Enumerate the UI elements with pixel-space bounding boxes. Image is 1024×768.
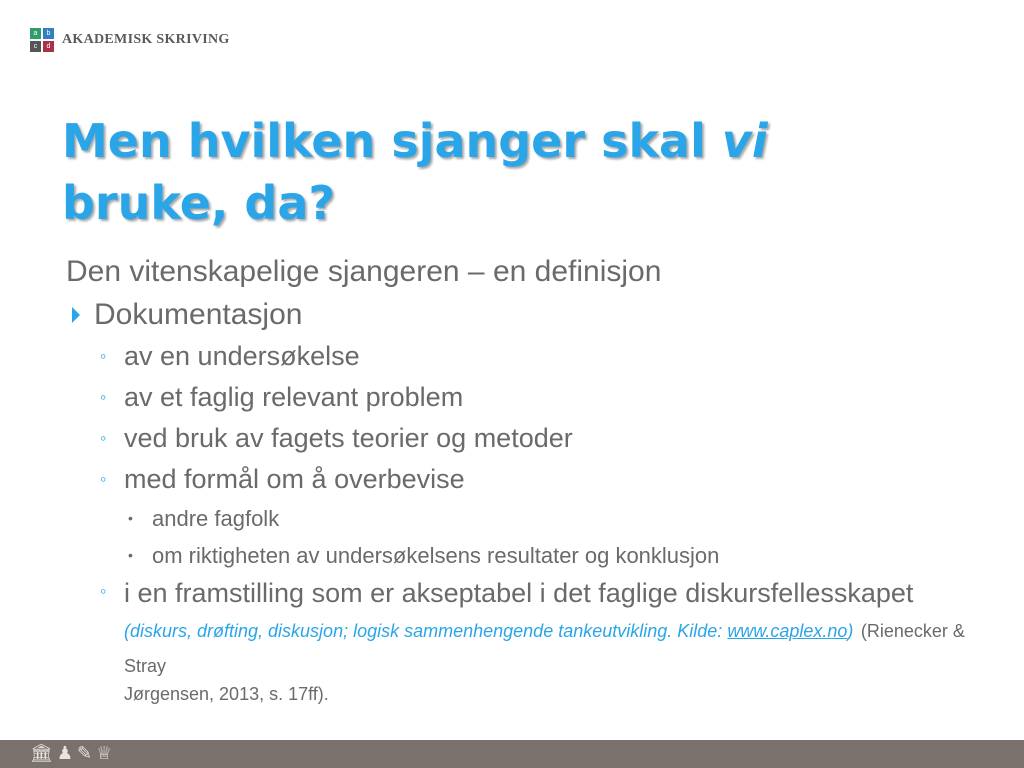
list-item — [66, 418, 966, 459]
slide-body — [66, 252, 966, 707]
dot-bullet-icon: • — [128, 547, 133, 563]
footer-bar — [0, 740, 1024, 768]
person-icon: ♟ — [56, 743, 77, 763]
list-item-text: med formål om å overbevise — [124, 464, 465, 494]
circle-bullet-icon: ◦ — [100, 346, 107, 366]
title-part1: Men hvilken sjanger skal — [62, 114, 722, 168]
bullet-dokumentasjon — [66, 294, 966, 336]
reference-text: (Rienecker & Stray — [124, 621, 965, 676]
slide-title — [62, 110, 962, 234]
logo-grid-icon — [30, 28, 54, 52]
circle-bullet-icon: ◦ — [100, 469, 107, 489]
building-icon: 🏛 — [30, 743, 57, 763]
sub-list-item — [66, 500, 966, 537]
list-item — [66, 377, 966, 418]
list-item-text: i en framstilling som er akseptabel i det faglige diskursfellesskapet — [124, 578, 914, 608]
circle-bullet-icon: ◦ — [100, 581, 107, 601]
footer-icons — [30, 743, 116, 764]
dot-bullet-icon: • — [128, 510, 133, 526]
caplex-link[interactable]: www.caplex.no — [727, 621, 848, 641]
sub-list-item — [66, 537, 966, 574]
note-body: (diskurs, drøfting, diskusjon; logisk sammenhengende tankeutvikling. Kilde: — [124, 621, 728, 641]
list-item-text: av en undersøkelse — [124, 341, 360, 371]
title-part2: bruke, da? — [62, 176, 336, 230]
logo — [30, 28, 230, 52]
note-text — [124, 621, 853, 641]
title-italic: vi — [721, 114, 768, 168]
list-item-text: ved bruk av fagets teorier og metoder — [124, 423, 573, 453]
logo-cell: c — [30, 41, 41, 52]
sub-list-item-text: om riktigheten av undersøkelsens resultater og konklusjon — [152, 543, 720, 568]
triangle-bullet-icon — [72, 307, 80, 323]
note-close: ) — [847, 621, 854, 641]
trophy-icon: ♕ — [96, 743, 117, 763]
logo-cell: b — [43, 28, 54, 39]
logo-cell: d — [43, 41, 54, 52]
bullet-label: Dokumentasjon — [94, 298, 303, 331]
list-item-last — [66, 576, 966, 707]
circle-bullet-icon: ◦ — [100, 387, 107, 407]
logo-text: AKADEMISK SKRIVING — [62, 32, 230, 47]
reference-tail: Jørgensen, 2013, s. 17ff). — [124, 684, 329, 704]
list-item — [66, 336, 966, 377]
logo-cell: a — [30, 28, 41, 39]
list-item — [66, 459, 966, 500]
circle-bullet-icon: ◦ — [100, 428, 107, 448]
list-item-text: av et faglig relevant problem — [124, 382, 464, 412]
intro-text: Den vitenskapelige sjangeren – en definisjon — [66, 255, 662, 288]
pen-icon: ✎ — [77, 743, 97, 763]
sub-list-item-text: andre fagfolk — [152, 506, 280, 531]
